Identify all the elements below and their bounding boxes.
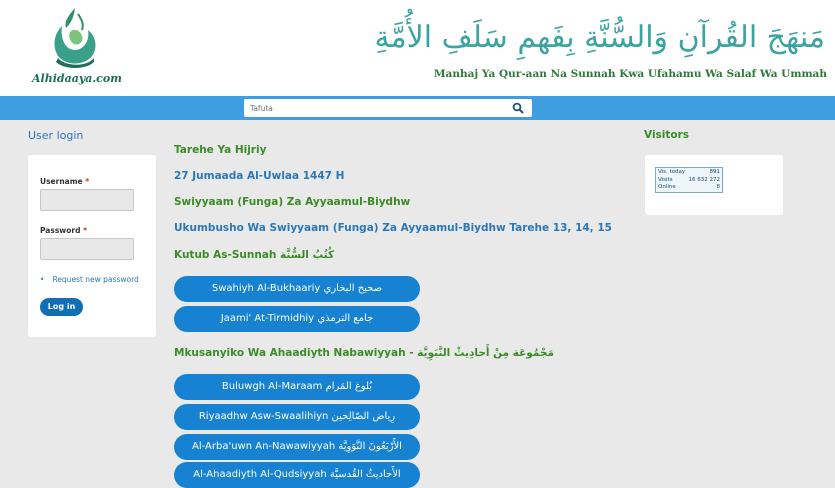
book-button-bukhaariy[interactable]: Swahiyh Al-Bukhaariy صحيح البخاري <box>174 276 420 302</box>
search-box <box>244 99 532 117</box>
logo-text[interactable]: Alhidaaya.com <box>32 72 122 85</box>
logo-calligraphy-icon[interactable] <box>44 6 106 72</box>
book-button-buluwgh[interactable]: Buluwgh Al-Maraam بُلوغ المَرام <box>174 374 420 400</box>
username-label <box>40 177 89 186</box>
counter-value: 16 632 272 <box>688 176 720 183</box>
counter-label: Vis. today <box>658 169 686 175</box>
book-button-riyaadhw[interactable]: Riyaadhw Asw-Swaalihiyn رِياض الصّالِحين <box>174 404 420 430</box>
hijri-heading: Tarehe Ya Hijriy <box>174 144 267 156</box>
password-field[interactable] <box>40 238 134 260</box>
site-subtitle: Manhaj Ya Qur-aan Na Sunnah Kwa Ufahamu Wa Salaf Wa Ummah <box>433 68 827 80</box>
username-label-text: Username <box>40 177 83 186</box>
counter-value: 891 <box>709 169 720 175</box>
user-login-title: User login <box>28 129 84 142</box>
required-mark: * <box>83 226 87 235</box>
hijri-date: 27 Jumaada Al-Uwlaa 1447 H <box>174 170 345 182</box>
search-bar <box>0 96 835 120</box>
fasting-reminder-link[interactable]: Ukumbusho Wa Swiyyaam (Funga) Za Ayyaamul-Biydhw Tarehe 13, 14, 15 <box>174 222 612 234</box>
login-form <box>28 155 156 337</box>
book-button-tirmidhiy[interactable]: Jaami' At-Tirmidhiy جامع الترمذي <box>174 306 420 332</box>
fasting-heading: Swiyyaam (Funga) Za Ayyaamul-Biydhw <box>174 196 411 208</box>
required-mark: * <box>85 177 90 186</box>
counter-row-online <box>658 184 720 192</box>
search-input[interactable] <box>244 99 508 117</box>
counter-row-visits <box>658 177 720 185</box>
counter-value: 8 <box>716 184 720 190</box>
visitors-card <box>645 155 783 215</box>
bullet-icon: • <box>40 275 45 284</box>
book-button-arbauwn[interactable]: Al-Arba'uwn An-Nawawiyyah الأَرْبَعُونَ النَّوَوِيَّة <box>174 434 420 460</box>
login-button[interactable]: Log in <box>40 298 83 316</box>
site-calligraphy-title: مَنهَجَ القُرآنِ وَالسُّنَّةِ بِفَهمِ سَلَفِ الأُمَّةِ <box>374 20 825 55</box>
request-password-text[interactable]: Request new password <box>52 275 139 284</box>
book-button-qudsiyyah[interactable]: Al-Ahaadiyth Al-Qudsiyyah الأَحاديثُ القُدسيَّة <box>174 462 420 488</box>
counter-label: Visits <box>658 176 673 183</box>
username-field[interactable] <box>40 189 134 211</box>
counter-label: Online <box>658 184 676 190</box>
visitors-title: Visitors <box>644 129 690 141</box>
password-label <box>40 226 87 235</box>
site-header <box>0 0 835 96</box>
visitor-counter <box>655 167 723 193</box>
hadith-heading: Mkusanyiko Wa Ahaadiyth Nabawiyyah - مَجْمُوعَة مِنْ أَحادِيثْ النَّبَوِيَّة <box>174 347 554 359</box>
password-label-text: Password <box>40 226 81 235</box>
kutub-heading: Kutub As-Sunnah كُتُبُ السُّنَّة <box>174 249 335 261</box>
search-icon[interactable] <box>512 102 524 114</box>
request-password-link[interactable] <box>40 275 139 284</box>
counter-row-today <box>658 169 720 177</box>
